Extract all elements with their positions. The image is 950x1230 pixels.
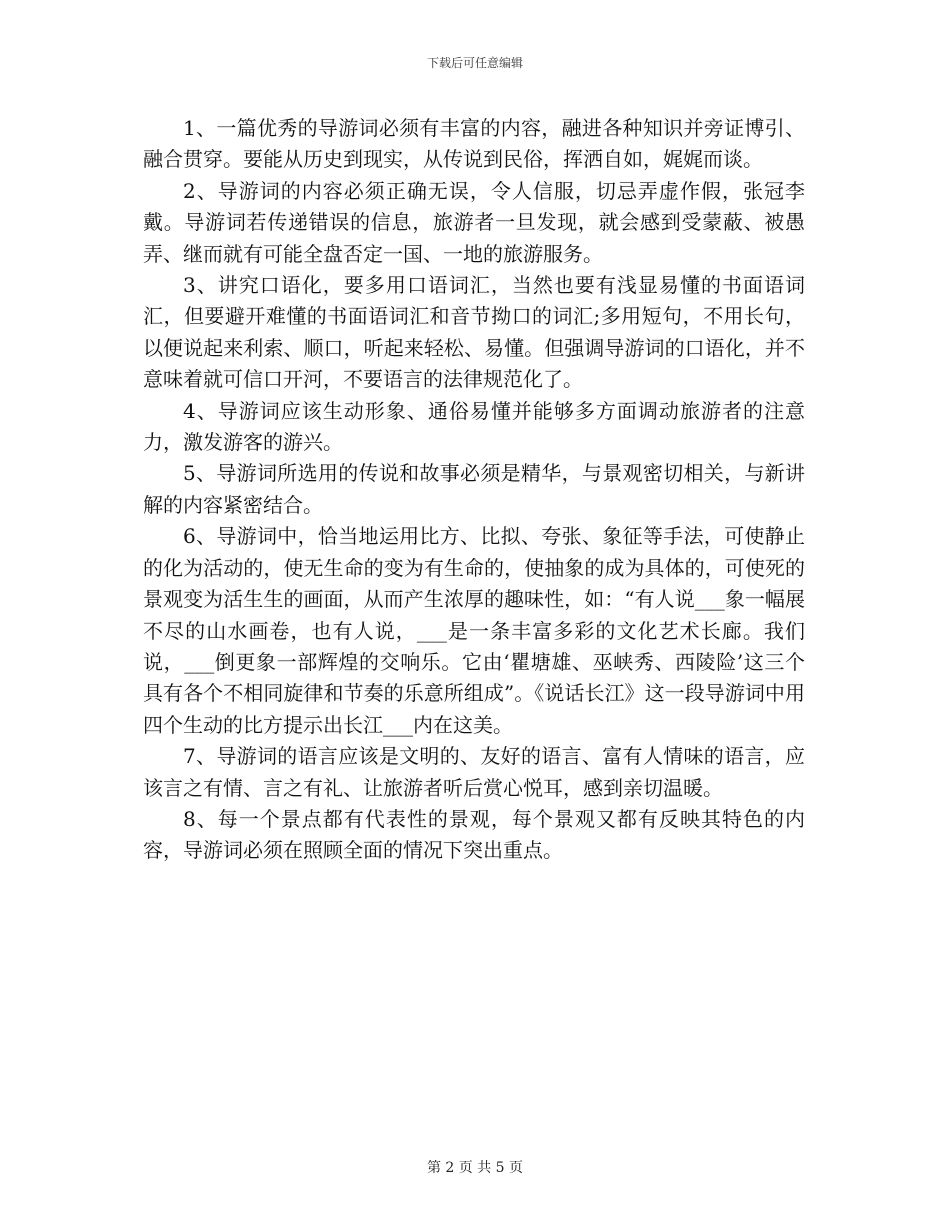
paragraph-5: 5、导游词所选用的传说和故事必须是精华，与景观密切相关，与新讲解的内容紧密结合。 [143, 461, 805, 517]
paragraph-6: 6、导游词中，恰当地运用比方、比拟、夸张、象征等手法，可使静止的化为活动的，使无生命的变为有生命的，使抽象的成为具体的，可使死的景观变为活生生的画面，从而产生浓厚的趣味性，如：“有人说___象一幅展不尽的山水画卷，也有人说，___是一条丰富多彩的文化艺术长廊。我们说，___倒更象一部辉煌的交响乐。它由‘瞿塘雄、巫峡秀、西陵险’这三个具有各个不相同旋律和节奏的乐意所组成”。《说话长江》这一段导游词中用四个生动的比方提示出长江___内在这美。 [143, 524, 805, 737]
paragraph-1: 1、一篇优秀的导游词必须有丰富的内容，融进各种知识并旁证博引、融合贯穿。要能从历史到现实，从传说到民俗，挥洒自如，娓娓而谈。 [143, 116, 805, 172]
page-header: 下载后可任意编辑 [426, 56, 523, 70]
paragraph-3: 3、讲究口语化，要多用口语词汇，当然也要有浅显易懂的书面语词汇，但要避开难懂的书面语词汇和音节拗口的词汇;多用短句，不用长句，以便说起来利索、顺口，听起来轻松、易懂。但强调导游词的口语化，并不意味着就可信口开河，不要语言的法律规范化了。 [143, 273, 805, 392]
paragraph-2: 2、导游词的内容必须正确无误，令人信服，切忌弄虚作假，张冠李戴。导游词若传递错误的信息，旅游者一旦发现，就会感到受蒙蔽、被愚弄、继而就有可能全盘否定一国、一地的旅游服务。 [143, 178, 805, 266]
paragraph-4: 4、导游词应该生动形象、通俗易懂并能够多方面调动旅游者的注意力，激发游客的游兴。 [143, 398, 805, 455]
paragraph-8: 8、每一个景点都有代表性的景观，每个景观又都有反映其特色的内容，导游词必须在照顾全面的情况下突出重点。 [143, 806, 805, 863]
page-number-footer: 第 2 页 共 5 页 [426, 1160, 524, 1176]
document-body [143, 113, 805, 867]
paragraph-7: 7、导游词的语言应该是文明的、友好的语言、富有人情味的语言，应该言之有情、言之有礼、让旅游者听后赏心悦耳，感到亲切温暖。 [143, 744, 805, 800]
